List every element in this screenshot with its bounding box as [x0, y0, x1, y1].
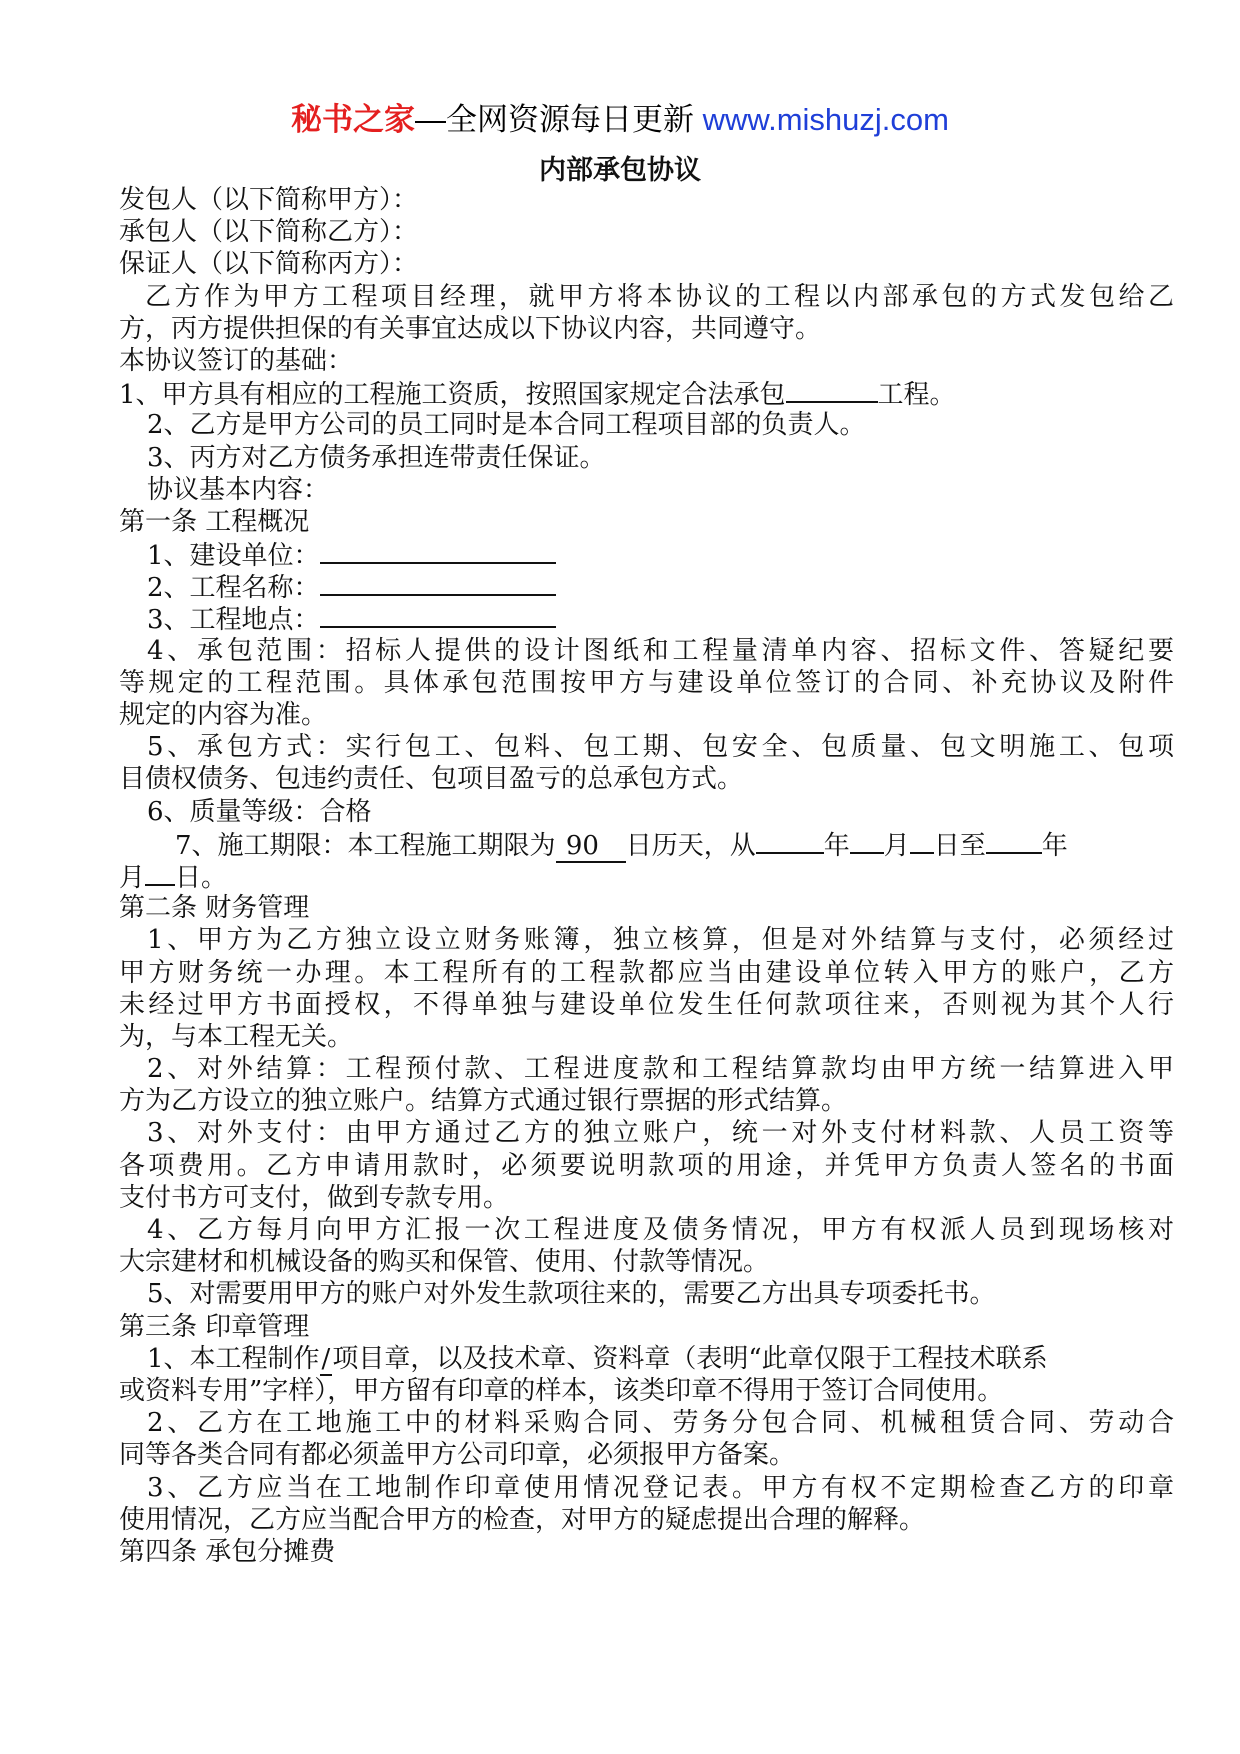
intro-line: 乙方作为甲方工程项目经理，就甲方将本协议的工程以内部承包的方式发包给乙: [145, 281, 1174, 312]
article-3-heading: 第三条 印章管理: [119, 1311, 310, 1342]
article-2-item-1: 为，与本工程无关。: [119, 1021, 354, 1052]
content-heading: 协议基本内容：: [147, 474, 330, 505]
article-2-item-3: 3、对外支付：由甲方通过乙方的独立账户，统一对外支付材料款、人员工资等: [147, 1118, 1174, 1149]
document-body: [119, 184, 1174, 1568]
article-1-item-1: [119, 538, 1174, 570]
item-7-text: 日历天，从: [625, 830, 756, 861]
party-b-line: 承包人（以下简称乙方）：: [119, 217, 419, 248]
article-2-heading: 第二条 财务管理: [119, 893, 310, 924]
article-3-item-1: 或资料专用”字样），甲方留有印章的样本，该类印章不得用于签订合同使用。: [119, 1375, 1004, 1406]
month-label: 月: [119, 862, 146, 893]
basis-item-1-text: 1、甲方具有相应的工程施工资质，按照国家规定合法承包: [119, 380, 786, 411]
blank-field: [986, 828, 1042, 854]
blank-field: [320, 1344, 333, 1376]
article-2-item-3: 各项费用。乙方申请用款时，必须要说明款项的用途，并凭甲方负责人签名的书面: [119, 1150, 1174, 1181]
to-label: 日至: [933, 830, 986, 861]
blank-field: [145, 860, 175, 886]
basis-item-1-tail: 工程。: [877, 380, 956, 411]
blank-field: [320, 570, 556, 596]
article-1-item-4: 等规定的工程范围。具体承包范围按甲方与建设单位签订的合同、补充协议及附件: [119, 667, 1174, 698]
article-2-item-1: 1、甲方为乙方独立设立财务账簿，独立核算，但是对外结算与支付，必须经过: [147, 925, 1174, 956]
article-1-item-1-label: 1、建设单位：: [147, 541, 320, 572]
party-a-line: 发包人（以下简称甲方）：: [119, 185, 419, 215]
article-1-item-2-label: 2、工程名称：: [147, 573, 320, 604]
item-7-end: 日。: [175, 862, 228, 893]
article-1-item-4: 4、承包范围：招标人提供的设计图纸和工程量清单内容、招标文件、答疑纪要: [147, 635, 1174, 666]
site-banner: [0, 100, 1240, 140]
blank-field: [320, 602, 556, 628]
seal-count-fill: /: [321, 1343, 331, 1374]
article-1-item-2: [119, 570, 1174, 602]
article-4-heading: 第四条 承包分摊费: [119, 1536, 336, 1567]
banner-brand: 秘书之家: [291, 102, 416, 137]
article-2-item-1: 未经过甲方书面授权，不得单独与建设单位发生任何款项往来，否则视为其个人行: [119, 989, 1174, 1020]
basis-item-2: 2、乙方是甲方公司的员工同时是本合同工程项目部的负责人。: [147, 410, 866, 441]
basis-heading: 本协议签订的基础：: [119, 345, 354, 376]
year-label: 年: [1041, 830, 1068, 861]
article-3-item-1: [119, 1343, 1174, 1375]
article-1-item-5: 5、承包方式：实行包工、包料、包工期、包安全、包质量、包文明施工、包项: [147, 732, 1174, 763]
year-label: 年: [823, 830, 850, 861]
article-2-item-2: 2、对外结算：工程预付款、工程进度款和工程结算款均由甲方统一结算进入甲: [147, 1054, 1174, 1085]
blank-field: [786, 377, 878, 403]
article-1-item-3: [119, 602, 1174, 634]
intro-line: 方，丙方提供担保的有关事宜达成以下协议内容，共同遵守。: [119, 313, 822, 344]
basis-item-1: [119, 377, 1174, 409]
article-3-item-2: 同等各类合同有都必须盖甲方公司印章，必须报甲方备案。: [119, 1440, 796, 1471]
month-label: 月: [883, 830, 910, 861]
article-2-item-3: 支付书方可支付，做到专款专用。: [119, 1182, 510, 1213]
basis-item-3: 3、丙方对乙方债务承担连带责任保证。: [147, 442, 606, 473]
article-3-item-3: 3、乙方应当在工地制作印章使用情况登记表。甲方有权不定期检查乙方的印章: [147, 1472, 1174, 1503]
blank-field: [320, 538, 556, 564]
item-text: 1、本工程制作: [147, 1343, 320, 1374]
blank-field: [556, 831, 626, 863]
blank-field: [756, 828, 824, 854]
article-1-heading: 第一条 工程概况: [119, 506, 310, 537]
article-1-item-3-label: 3、工程地点：: [147, 605, 320, 636]
item-7-text: 7、施工期限：本工程施工期限为: [175, 830, 556, 861]
banner-url[interactable]: www.mishuzj.com: [702, 102, 949, 137]
article-1-item-5: 目债权债务、包违约责任、包项目盈亏的总承包方式。: [119, 764, 744, 795]
duration-days: 90: [565, 830, 599, 861]
article-2-item-5: 5、对需要用甲方的账户对外发生款项往来的，需要乙方出具专项委托书。: [147, 1279, 996, 1310]
article-1-item-7: [119, 828, 1174, 860]
article-2-item-1: 甲方财务统一办理。本工程所有的工程款都应当由建设单位转入甲方的账户，乙方: [119, 957, 1174, 988]
article-1-item-4: 规定的内容为准。: [119, 700, 328, 730]
document-title: 内部承包协议: [539, 155, 701, 186]
article-1-item-7: [119, 860, 1174, 892]
party-c-line: 保证人（以下简称丙方）：: [119, 249, 419, 280]
article-1-item-6: 6、质量等级：合格: [147, 796, 372, 827]
item-text: 项目章，以及技术章、资料章（表明“此章仅限于工程技术联系: [332, 1343, 1048, 1374]
article-2-item-4: 大宗建材和机械设备的购买和保管、使用、付款等情况。: [119, 1247, 770, 1278]
article-3-item-2: 2、乙方在工地施工中的材料采购合同、劳务分包合同、机械租赁合同、劳动合: [147, 1408, 1174, 1439]
blank-field: [910, 828, 934, 854]
article-2-item-4: 4、乙方每月向甲方汇报一次工程进度及债务情况，甲方有权派人员到现场核对: [147, 1215, 1174, 1245]
blank-field: [850, 828, 884, 854]
article-2-item-2: 方为乙方设立的独立账户。结算方式通过银行票据的形式结算。: [119, 1086, 848, 1117]
article-3-item-3: 使用情况，乙方应当配合甲方的检查，对甲方的疑虑提出合理的解释。: [119, 1504, 926, 1535]
banner-slogan: —全网资源每日更新: [415, 102, 695, 137]
